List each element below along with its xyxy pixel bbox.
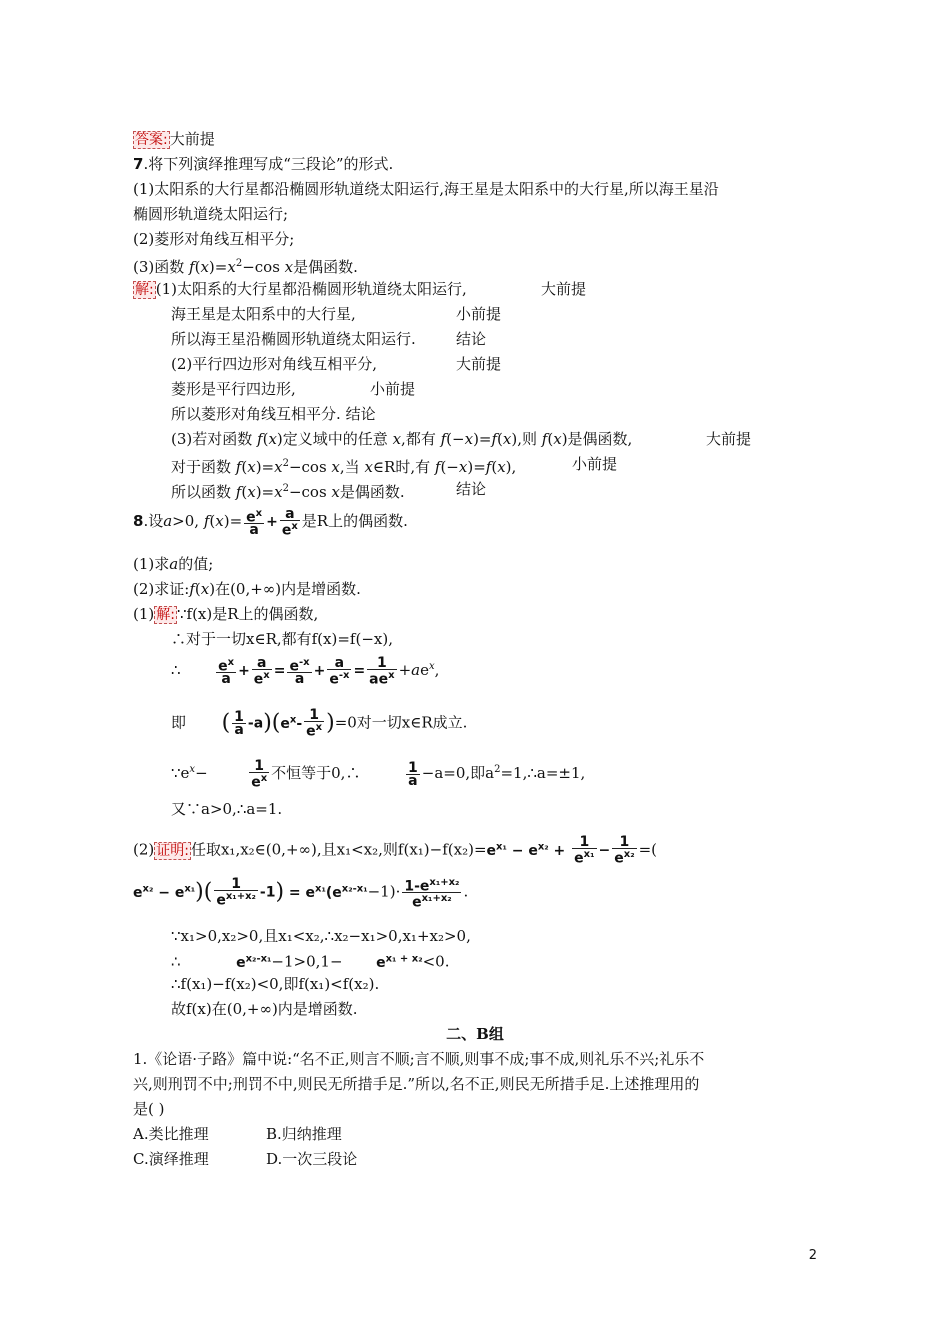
q7-number: 7 — [133, 155, 144, 173]
b1-option-c: C.演绎推理 — [133, 1150, 209, 1168]
q8-stem: 8.设a>0, f(x)= $\frac{e^x}{a}$ + $\frac{a}{e^x}$ 是R上的偶函数. — [133, 505, 408, 539]
q7-sol-1b-tag: 小前提 — [456, 305, 502, 323]
b1-line1: 1.《论语·子路》篇中说:“名不正,则言不顺;言不顺,则事不成;事不成,则礼乐不兴;礼乐不 — [133, 1050, 705, 1068]
q7-part3-pre: (3)函数 — [133, 258, 185, 276]
q8-sol2-pre: (2) — [133, 840, 155, 859]
q8-sol1-line5-pre: ∵e — [171, 764, 190, 782]
q7-sol-3c-tag: 结论 — [456, 480, 487, 498]
q7-stem-text: .将下列演绎推理写成“三段论”的形式. — [143, 155, 394, 173]
q7-sol-1a-text: (1)太阳系的大行星都沿椭圆形轨道绕太阳运行, — [155, 280, 467, 298]
q7-stem — [133, 153, 393, 175]
q8-sol1-line3-pre: ∴ — [171, 661, 181, 679]
q7-sol-3b-mid1: ,当 — [339, 458, 360, 476]
q8-part2-pre: (2)求证: — [133, 580, 190, 598]
q8-sol2-line4-pre: ∴ — [171, 952, 181, 971]
q8-sol1-line4-post: =0对一切x∈R成立. — [334, 713, 468, 732]
q7-sol-1c-tag: 结论 — [456, 330, 487, 348]
q7-part3-post: 是偶函数. — [293, 258, 358, 276]
q8-sol2-line5: ∴f(x₁)−f(x₂)<0,即f(x₁)<f(x₂). — [171, 975, 380, 993]
q7-sol-3a-mid1: 定义域中的任意 — [282, 430, 388, 448]
q7-part1-a: (1)太阳系的大行星都沿椭圆形轨道绕太阳运行,海王星是太阳系中的大行星,所以海王星沿 — [133, 180, 719, 198]
q8-part1: (1)求a的值; — [133, 555, 214, 573]
q7-sol-3a-mid2: ,都有 — [401, 430, 436, 448]
q8-sol2-line4: ∴ $e^{x_2-x_1}-1>0,1- e^{x_1 + x_2}<0$. — [171, 952, 450, 971]
q7-sol-3b: 对于函数 $f(x)=x^2-\cos$ x,当 x∈R时,有 f(−x)=f(x), — [171, 458, 517, 476]
q8-sol1-line2: ∴对于一切x∈R,都有f(x)=f(−x), — [171, 630, 393, 648]
q8-stem-pre: .设 — [143, 512, 164, 530]
q7-sol-3b-mid2: 时,有 — [395, 458, 431, 476]
q7-sol-3a-tag: 大前提 — [706, 430, 752, 448]
q8-stem-post: 是R上的偶函数. — [301, 512, 408, 530]
q7-sol-1a-tag: 大前提 — [541, 280, 587, 298]
q8-sol2-line3: ∵x₁>0,x₂>0,且x₁<x₂,∴x₂−x₁>0,x₁+x₂>0, — [171, 927, 471, 945]
q7-sol-3b-pre: 对于函数 — [171, 458, 232, 476]
q8-sol1-pre: (1) — [133, 605, 155, 623]
q8-sol1-line5-end: =1,∴a=±1, — [500, 764, 586, 782]
q8-part2-post: 在(0,+∞)内是增函数. — [215, 580, 361, 598]
q8-sol1-line5-post: −a=0,即a — [421, 764, 495, 782]
b1-line3: 是( ) — [133, 1100, 165, 1118]
q7-sol-3a-post: 是偶函数, — [567, 430, 633, 448]
q7-sol-3c-post: 是偶函数. — [339, 483, 405, 501]
q8-sol1-line5: $\because e^x-$ $\frac{1}{e^x}$ 不恒等于0,∴ $\frac{1}{a}$ −a=0,即$a^2=1,\therefore a=\pm 1$, — [171, 757, 586, 791]
q8-sol1-line4-pre: 即 — [171, 713, 187, 732]
b1-option-b: B.归纳推理 — [266, 1125, 342, 1143]
q7-sol-3c: 所以函数 $f(x)=x^2-\cos$ x是偶函数. — [171, 483, 405, 501]
q7-sol-2c-tag: 结论 — [345, 405, 376, 423]
q8-sol1-line3: ∴ $\frac{e^x}{a}$ + $\frac{a}{e^x}$ = $\frac{e^{-x}}{a}$ + $\frac{a}{e^{-x}}$ = $\frac{1}{ae^x}$ $+ae^x$, — [171, 654, 440, 688]
q7-sol-2b: 菱形是平行四边形, — [171, 380, 296, 398]
q7-sol-3a: (3)若对函数 f(x)定义域中的任意 x,都有 f(−x)=f(x),则 f(x)是偶函数, — [171, 430, 633, 448]
solution-label: 解: — [135, 282, 154, 298]
q7-sol-2c — [171, 403, 376, 425]
b1-option-d: D.一次三段论 — [266, 1150, 358, 1168]
q8-sol2-line4-mid: −1>0,1− — [271, 952, 343, 971]
q7-sol-3a-mid3: ,则 — [517, 430, 538, 448]
q8-sol2-line6: 故f(x)在(0,+∞)内是增函数. — [171, 1000, 358, 1018]
q7-part1-b: 椭圆形轨道绕太阳运行; — [133, 205, 289, 223]
section-b-title: 二、B组 — [446, 1025, 504, 1043]
q8-sol1-line1 — [133, 603, 318, 626]
answer-line — [133, 128, 215, 151]
q8-sol2-line1-text: 任取x₁,x₂∈(0,+∞),且x₁<x₂,则f(x₁)−f(x₂)= — [190, 840, 487, 859]
q8-sol1-line5-mid: 不恒等于0,∴ — [271, 764, 361, 782]
q7-sol-3a-pre: (3)若对函数 — [171, 430, 253, 448]
q7-sol-2a-tag: 大前提 — [456, 355, 502, 373]
q8-sol2-line2: $e^{x_2} - e^{x_1}$)( $\frac{1}{e^{x_1+x_2}}$ $-1) = e^{x_1}(e^{x_2-x_1}-1)\cdot$ $\frac{1-e^{x_1+x_2}}{e^{x_1+x_2}}$ . — [133, 876, 469, 911]
proof-label: 证明: — [156, 842, 189, 859]
q7-sol-2a: (2)平行四边形对角线互相平分, — [171, 355, 378, 373]
q7-sol-1c: 所以海王星沿椭圆形轨道绕太阳运行. — [171, 330, 416, 348]
q7-part2: (2)菱形对角线互相平分; — [133, 230, 295, 248]
q8-number: 8 — [133, 512, 144, 530]
solution-label-2: 解: — [156, 607, 175, 623]
q8-part2: (2)求证:f(x)在(0,+∞)内是增函数. — [133, 580, 361, 598]
frac-ex-over-a: $\frac{e^x}{a}$ — [246, 507, 263, 539]
q7-sol-3c-pre: 所以函数 — [171, 483, 232, 501]
q7-part3: (3)函数 $f(x)=x^2-\cos$ x是偶函数. — [133, 258, 358, 276]
answer-text: 大前提 — [169, 130, 215, 148]
q7-sol-1a — [133, 278, 467, 301]
q8-sol1-line4: 即 ( $\frac{1}{a}$ $-a)(e^x-$ $\frac{1}{e^x}$ )=0对一切x∈R成立. — [171, 707, 468, 740]
frac-a-over-ex: $\frac{a}{e^x}$ — [281, 505, 298, 539]
q7-sol-2b-tag: 小前提 — [370, 380, 416, 398]
q7-sol-1b: 海王星是太阳系中的大行星, — [171, 305, 356, 323]
b1-line2: 兴,则刑罚不中;刑罚不中,则民无所措手足.”所以,名不正,则民无所措手足.上述推理用的 — [133, 1075, 700, 1093]
q8-sol1-line1-text: ∵f(x)是R上的偶函数, — [176, 605, 319, 623]
q8-part1-pre: (1)求 — [133, 555, 170, 573]
q7-sol-3b-tag: 小前提 — [572, 455, 618, 473]
q7-sol-2c-text: 所以菱形对角线互相平分. — [171, 405, 341, 423]
page-number: 2 — [808, 1248, 817, 1263]
q8-sol2-line4-post: <0. — [422, 952, 450, 971]
answer-label: 答案: — [135, 132, 168, 148]
q8-sol1-line6: 又∵a>0,∴a=1. — [171, 800, 283, 818]
q8-sol2-line1: (2) 证明: 任取x₁,x₂∈(0,+∞),且x₁<x₂,则$f(x_1)-f(x_2)=e^{x_1} - e^{x_2}$ + $\frac{1}{e^{x_1}}$ − $\frac{1}{e^{x_2}}$ =( — [133, 834, 658, 867]
q8-part1-post: 的值; — [178, 555, 214, 573]
b1-option-a: A.类比推理 — [133, 1125, 209, 1143]
